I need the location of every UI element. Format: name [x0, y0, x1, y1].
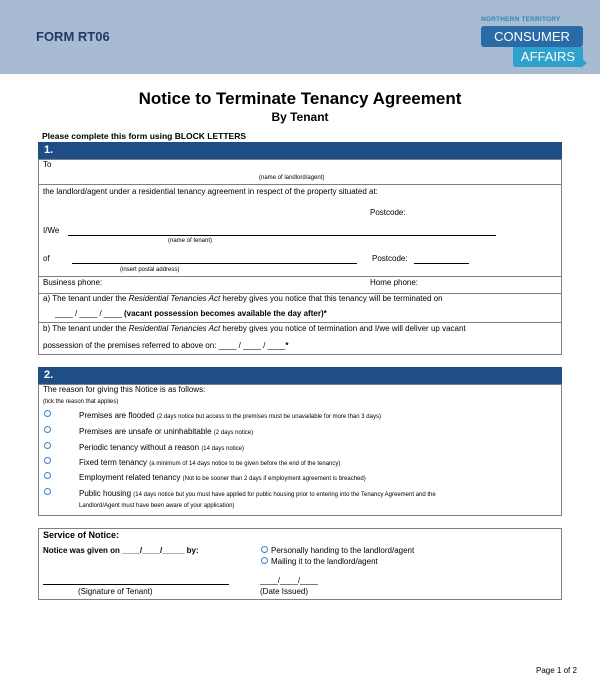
divider: [39, 322, 561, 323]
page-number: Page 1 of 2: [536, 666, 577, 675]
reason-item: Premises are unsafe or uninhabitable (2 days notice): [79, 427, 254, 436]
tenant-name-field[interactable]: [68, 235, 496, 236]
logo-affairs: AFFAIRS: [513, 47, 583, 67]
option-a-text: a) The tenant under the Residential Tenancies Act hereby gives you notice that this tenancy will be terminated on: [43, 294, 443, 303]
iwe-label: I/We: [43, 226, 60, 235]
reason-radio-public-housing[interactable]: [44, 488, 51, 495]
postal-postcode-field[interactable]: [414, 263, 469, 264]
service-option-personal: Personally handing to the landlord/agent: [271, 546, 415, 555]
tenant-name-hint: (name of tenant): [168, 238, 213, 244]
reason-item: Public housing (14 days notice but you must have applied for public housing prior to entering into the Tenancy Agreement and the: [79, 489, 436, 498]
logo-consumer: CONSUMER: [481, 26, 583, 47]
service-heading: Service of Notice:: [43, 530, 120, 540]
notice-given-on[interactable]: Notice was given on ____/____/_____ by:: [43, 546, 199, 555]
reason-radio-unsafe[interactable]: [44, 426, 51, 433]
reason-radio-employment[interactable]: [44, 472, 51, 479]
signature-label: (Signature of Tenant): [78, 587, 153, 596]
section-2-header: 2.: [38, 367, 562, 384]
logo-notch-icon: [581, 58, 587, 68]
tick-hint: (tick the reason that applies): [43, 399, 119, 405]
home-phone-label: Home phone:: [370, 278, 419, 287]
property-text: the landlord/agent under a residential tenancy agreement in respect of the property situated at:: [43, 187, 378, 196]
option-b-date-line[interactable]: possession of the premises referred to above on: ____ / ____ / ____*: [43, 341, 289, 350]
date-issued-label: (Date Issued): [260, 587, 309, 596]
reason-radio-periodic[interactable]: [44, 442, 51, 449]
of-label: of: [43, 254, 50, 263]
service-radio-personal[interactable]: [261, 546, 268, 553]
divider: [39, 276, 561, 277]
option-a-date-line[interactable]: ____ / ____ / ____ (vacant possession becomes available the day after)*: [55, 309, 327, 318]
postal-address-hint: (insert postal address): [120, 267, 180, 273]
reason-item: Employment related tenancy (Not to be sooner than 2 days if employment agreement is breached): [79, 473, 366, 482]
property-postcode-label: Postcode:: [370, 208, 406, 217]
service-radio-mail[interactable]: [261, 557, 268, 564]
business-phone-label: Business phone:: [43, 278, 103, 287]
option-b-text: b) The tenant under the Residential Tenancies Act hereby gives you notice of termination and I/we will deliver up vacant: [43, 324, 466, 333]
postal-postcode-label: Postcode:: [372, 254, 408, 263]
to-label: To: [43, 160, 52, 169]
reason-intro: The reason for giving this Notice is as follows:: [43, 385, 206, 394]
service-option-mail: Mailing it to the landlord/agent: [271, 557, 378, 566]
reason-item: Fixed term tenancy (a minimum of 14 days notice to be given before the end of the tenancy): [79, 458, 341, 467]
date-issued-field[interactable]: ____/____/____: [260, 576, 318, 585]
postal-address-field[interactable]: [72, 263, 357, 264]
reason-note-continued: Landlord/Agent must have been aware of your application): [79, 503, 235, 509]
reason-radio-fixed-term[interactable]: [44, 457, 51, 464]
instruction-text: Please complete this form using BLOCK LETTERS: [42, 131, 247, 141]
document-subtitle: By Tenant: [271, 110, 329, 124]
reason-radio-flooded[interactable]: [44, 410, 51, 417]
reason-item: Periodic tenancy without a reason (14 days notice): [79, 443, 245, 452]
reason-item: Premises are flooded (2 days notice but access to the premises must be unavailable for more than 3 days): [79, 411, 381, 420]
logo-top-text: NORTHERN TERRITORY: [481, 16, 561, 23]
divider: [39, 184, 561, 185]
signature-field[interactable]: [43, 584, 229, 585]
form-code: FORM RT06: [36, 29, 110, 44]
document-title: Notice to Terminate Tenancy Agreement: [138, 89, 462, 108]
section-1-header: 1.: [38, 142, 562, 159]
landlord-name-hint: (name of landlord/agent): [259, 175, 325, 181]
